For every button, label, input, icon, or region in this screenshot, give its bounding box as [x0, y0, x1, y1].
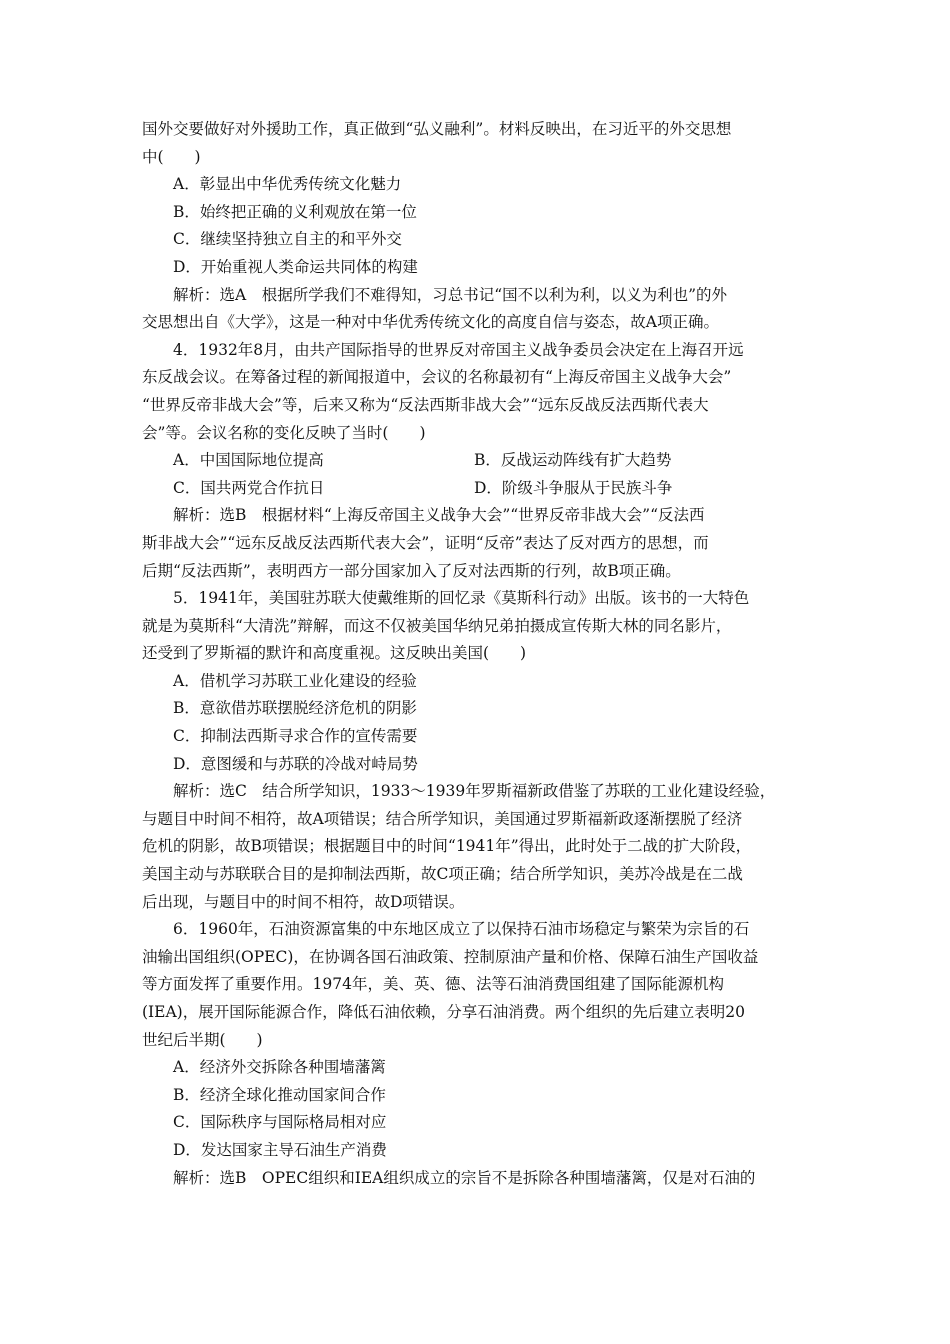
q5-stem-line: 还受到了罗斯福的默许和高度重视。这反映出美国( )	[142, 644, 527, 663]
q6-analysis-line: 解析：选B OPEC组织和IEA组织成立的宗旨不是拆除各种围墙藩篱，仅是对石油的	[173, 1168, 756, 1187]
q6-stem-line: (IEA)，展开国际能源合作，降低石油依赖，分享石油消费。两个组织的先后建立表明20	[142, 1003, 745, 1021]
q6-stem-line: 世纪后半期( )	[142, 1030, 263, 1049]
q6-option-c: C．国际秩序与国际格局相对应	[173, 1113, 387, 1132]
q5-analysis-line: 后出现，与题目中的时间不相符，故D项错误。	[142, 892, 465, 911]
q3-option-c: C．继续坚持独立自主的和平外交	[173, 230, 402, 249]
q4-options-row	[142, 447, 814, 475]
q5-analysis-line: 美国主动与苏联联合目的是抑制法西斯，故C项正确；结合所学知识，美苏冷战是在二战	[142, 865, 743, 884]
q4-option-a: A．中国国际地位提高	[173, 451, 324, 470]
q4-stem-line: 东反战会议。在筹备过程的新闻报道中，会议的名称最初有“上海反帝国主义战争大会”	[142, 368, 732, 387]
q4-option-b: B．反战运动阵线有扩大趋势	[474, 451, 672, 470]
q4-option-d: D．阶级斗争服从于民族斗争	[474, 478, 673, 497]
q4-analysis-line: 后期“反法西斯”，表明西方一部分国家加入了反对法西斯的行列，故B项正确。	[142, 561, 681, 580]
q6-stem-line: 6．1960年，石油资源富集的中东地区成立了以保持石油市场稳定与繁荣为宗旨的石	[173, 920, 750, 939]
q4-analysis-line: 解析：选B 根据材料“上海反帝国主义战争大会”“世界反帝非战大会”“反法西	[173, 506, 705, 525]
q6-option-a: A．经济外交拆除各种围墙藩篱	[173, 1058, 386, 1077]
q4-option-c: C．国共两党合作抗日	[173, 478, 325, 497]
q5-option-c: C．抑制法西斯寻求合作的宣传需要	[173, 727, 418, 746]
q5-analysis-line: 与题目中时间不相符，故A项错误；结合所学知识，美国通过罗斯福新政逐渐摆脱了经济	[142, 809, 743, 828]
q5-option-b: B．意欲借苏联摆脱经济危机的阴影	[173, 699, 417, 718]
q5-option-d: D．意图缓和与苏联的冷战对峙局势	[173, 754, 418, 773]
q4-stem-line: “世界反帝非战大会”等，后来又称为“反法西斯非战大会”“远东反战反法西斯代表大	[142, 395, 709, 414]
q3-analysis-line: 解析：选A 根据所学我们不难得知，习总书记“国不以利为利，以义为利也”的外	[173, 285, 728, 304]
q6-option-b: B．经济全球化推动国家间合作	[173, 1085, 386, 1104]
q3-analysis-line: 交思想出自《大学》，这是一种对中华优秀传统文化的高度自信与姿态，故A项正确。	[142, 313, 719, 332]
q4-stem-line: 会”等。会议名称的变化反映了当时( )	[142, 423, 426, 442]
q5-stem-line: 就是为莫斯科“大清洗”辩解，而这不仅被美国华纳兄弟拍摄成宣传斯大林的同名影片，	[142, 616, 732, 635]
q5-option-a: A．借机学习苏联工业化建设的经验	[173, 671, 417, 690]
q5-analysis-line: 解析：选C 结合所学知识，1933～1939年罗斯福新政借鉴了苏联的工业化建设经验，	[173, 782, 776, 801]
q5-stem-line: 5．1941年，美国驻苏联大使戴维斯的回忆录《莫斯科行动》出版。该书的一大特色	[173, 589, 750, 608]
q6-option-d: D．发达国家主导石油生产消费	[173, 1140, 387, 1159]
q3-stem-line: 中( )	[142, 147, 201, 166]
q3-option-a: A．彰显出中华优秀传统文化魅力	[173, 175, 402, 194]
q5-analysis-line: 危机的阴影，故B项错误；根据题目中的时间“1941年”得出，此时处于二战的扩大阶段，	[142, 837, 752, 856]
q4-options-row	[142, 475, 814, 503]
q6-stem-line: 等方面发挥了重要作用。1974年，美、英、德、法等石油消费国组建了国际能源机构	[142, 975, 724, 994]
page-content	[142, 116, 814, 1192]
q3-stem-line: 国外交要做好对外援助工作，真正做到“弘义融利”。材料反映出，在习近平的外交思想	[142, 120, 732, 138]
q6-stem-line: 油输出国组织(OPEC)，在协调各国石油政策、控制原油产量和价格、保障石油生产国收益	[142, 947, 759, 966]
q4-analysis-line: 斯非战大会”“远东反战反法西斯代表大会”，证明“反帝”表达了反对西方的思想，而	[142, 533, 709, 552]
q3-option-d: D．开始重视人类命运共同体的构建	[173, 257, 418, 276]
q4-stem-line: 4．1932年8月，由共产国际指导的世界反对帝国主义战争委员会决定在上海召开远	[173, 340, 744, 359]
q3-option-b: B．始终把正确的义利观放在第一位	[173, 202, 417, 221]
